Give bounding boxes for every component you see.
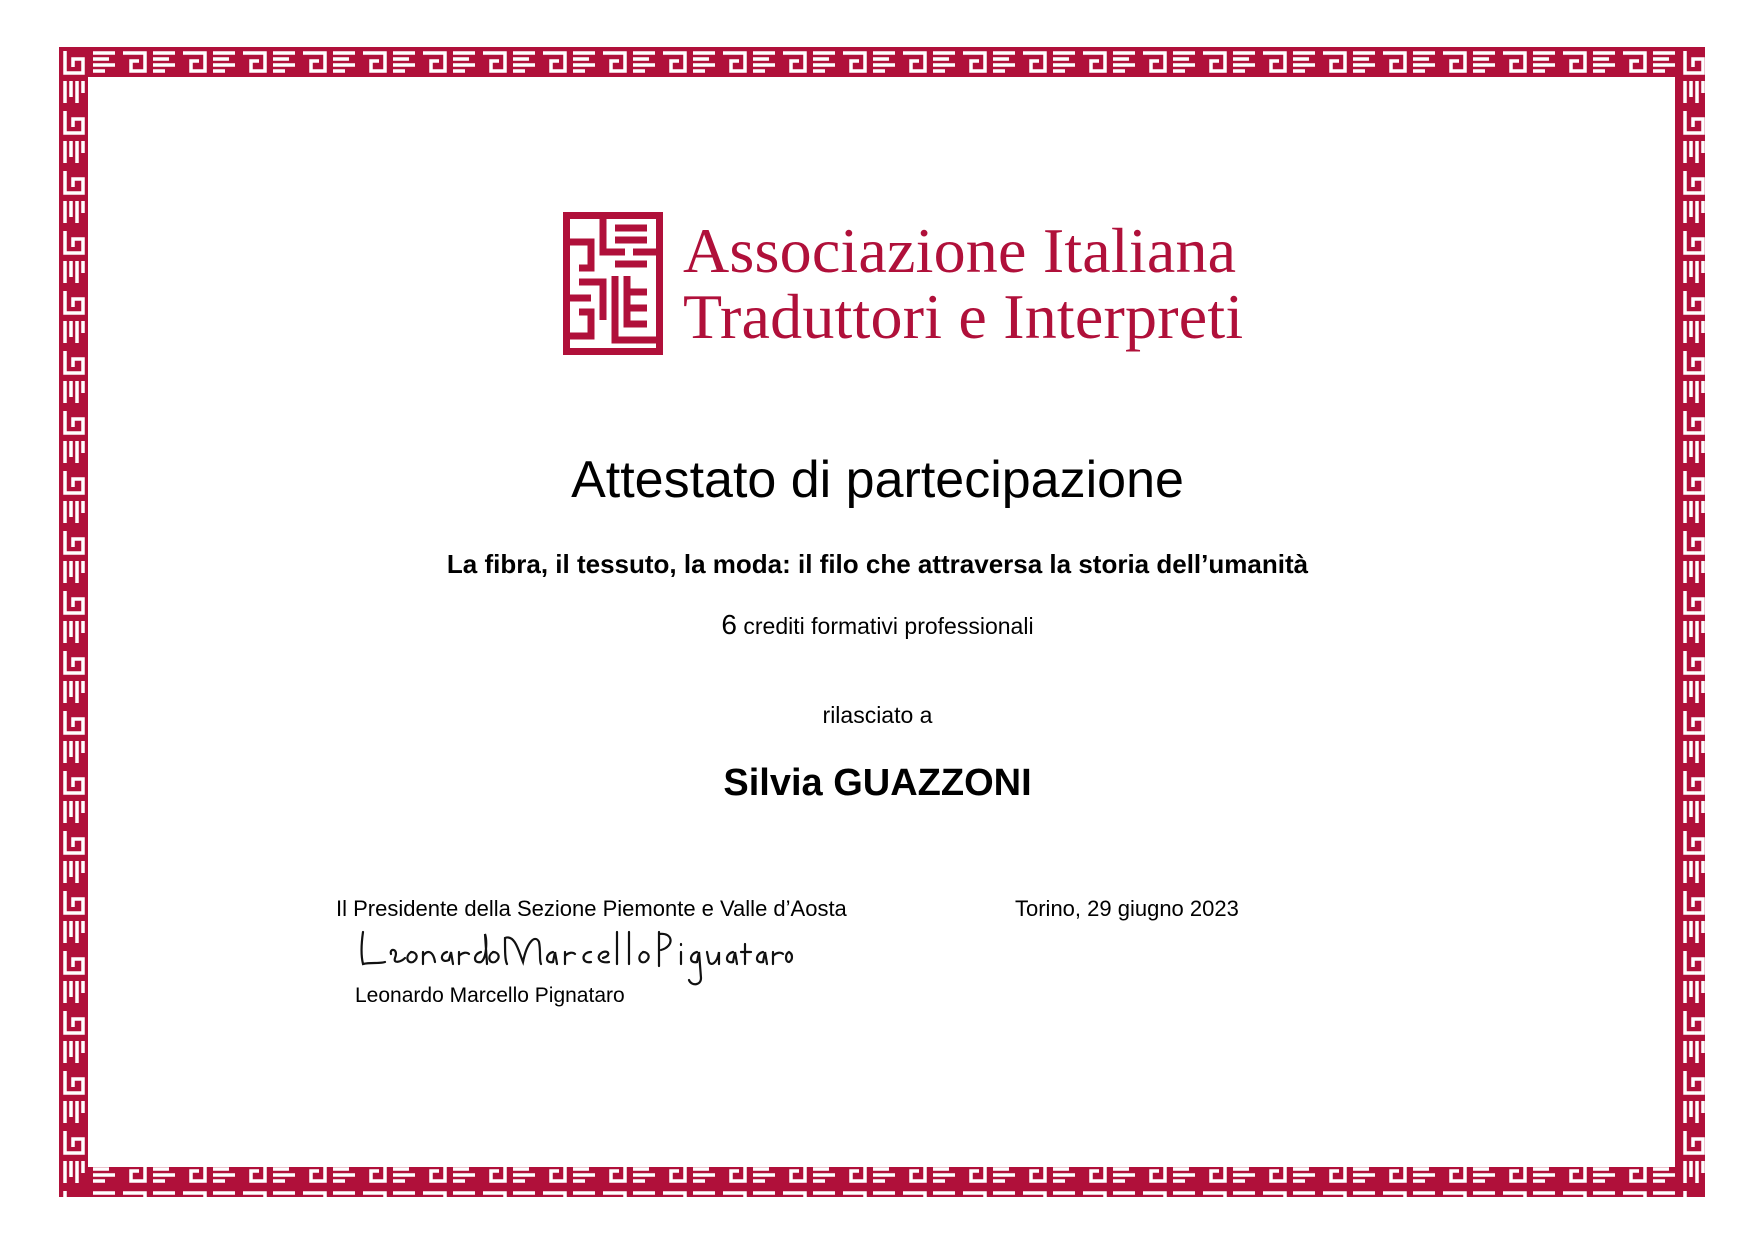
association-name-line2: Traduttori e Interpreti <box>683 280 1244 352</box>
signer-name: Leonardo Marcello Pignataro <box>355 984 625 1007</box>
certificate-title: Attestato di partecipazione <box>571 451 1184 509</box>
issued-to-label: rilasciato a <box>822 702 933 728</box>
recipient-name: Silvia GUAZZONI <box>723 762 1032 804</box>
association-name <box>683 214 1244 352</box>
association-logo <box>563 212 1243 355</box>
course-title: La fibra, il tessuto, la moda: il filo che attraversa la storia dell’umanità <box>446 549 1309 579</box>
meander-square-logo-icon <box>563 212 663 355</box>
credits-line <box>0 610 1755 641</box>
place-date: Torino, 29 giugno 2023 <box>1015 896 1239 921</box>
president-label: Il Presidente della Sezione Piemonte e Valle d’Aosta <box>336 896 847 921</box>
credits-text: crediti formativi professionali <box>743 613 1034 639</box>
association-name-line1: Associazione Italiana <box>683 214 1237 286</box>
credits-number: 6 <box>721 609 737 640</box>
